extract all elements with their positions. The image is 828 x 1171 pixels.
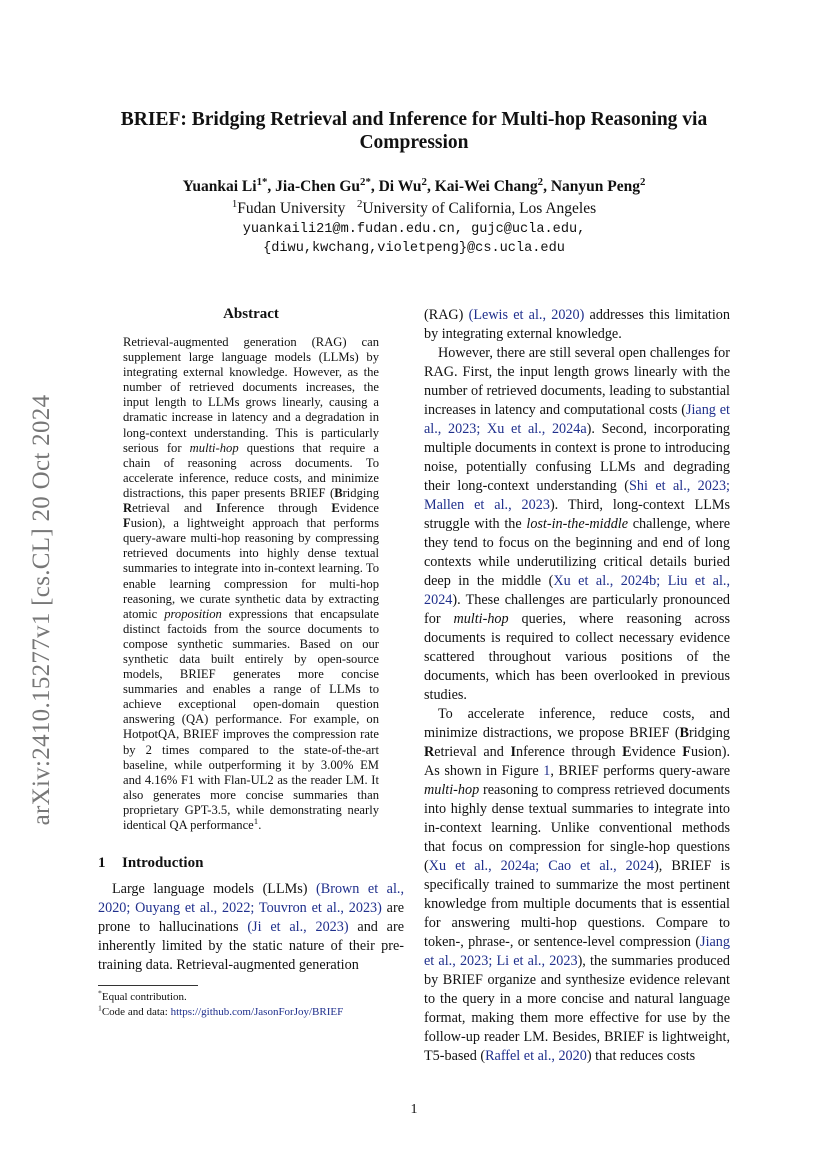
section-title: Introduction <box>122 855 204 872</box>
arxiv-identifier: arXiv:2410.15277v1 [cs.CL] 20 Oct 2024 <box>28 394 55 826</box>
citation-link[interactable]: Xu et al., 2024a; Cao et al., 2024 <box>428 858 655 874</box>
intro-paragraph-challenges: However, there are still several open challenges for RAG. First, the input length grows linearly with the number of retrieved documents, leading to substantial increases in latency and computational costs (Jiang et al., 2023; Xu et al., 2024a). Second, incorporating multiple documents in context is prone to introducing noise, potentially confusing LLMs and degrading their long-context understanding (Shi et al., 2023; Mallen et al., 2023). Third, long-context LLMs struggle with the lost-in-the-middle challenge, where they tend to focus on the beginning and end of long contexts while underutilizing critical details buried deep in the middle (Xu et al., 2024b; Liu et al., 2024). These challenges are particularly pronounced for multi-hop queries, where reasoning across documents is required to collect necessary evidence scattered throughout various positions of the documents, which has been overlooked in previous studies. <box>424 345 731 703</box>
intro-paragraph-proposal: To accelerate inference, reduce costs, and minimize distractions, we propose BRIEF (Bridging Retrieval and Inference through Evidence Fusion). As shown in Figure 1, BRIEF performs query-aware multi-hop reasoning to compress retrieved documents into highly dense textual summaries to integrate into in-context learning. Unlike conventional methods that focus on compression for single-hop questions (Xu et al., 2024a; Cao et al., 2024), BRIEF is specifically trained to summarize the most pertinent knowledge from multiple documents that is essential for answering multi-hop questions. Compare to token-, phrase-, or sentence-level compression (Jiang et al., 2023; Li et al., 2023), the summaries produced by BRIEF organize and synthesize evidence relevant to the query in a more concise and natural language format, making them more effective for use by the follow-up reader LM. Besides, BRIEF is lightweight, T5-based (Raffel et al., 2020) that reduces costs <box>424 706 731 1064</box>
intro-paragraph-left: Large language models (LLMs) (Brown et al., 2020; Ouyang et al., 2022; Touvron et al., 2023) are prone to hallucinations (Ji et al., 2023) and are inherently limited by the static nature of their pre-training data. Retrieval-augmented generation <box>98 881 405 974</box>
citation-link[interactable]: (Brown et al., 2020; Ouyang et al., 2022; Touvron et al., 2023) <box>98 881 404 917</box>
title-line-1: BRIEF: Bridging Retrieval and Inference for Multi-hop Reasoning via <box>120 109 708 130</box>
author-list: Yuankai $Li^{1*}$, Jia-Chen $Gu^{2*}$, Di Wu$^2$, Kai-Wei Chang$^2$, Nanyun Peng$^2$ <box>182 175 646 195</box>
title-line-2: Compression <box>359 132 469 153</box>
citation-link[interactable]: 1 <box>543 763 551 779</box>
author: Nanyun Peng$^2$ <box>550 175 646 195</box>
paper-title <box>100 108 728 154</box>
right-column <box>424 306 730 1066</box>
abstract-heading: Abstract <box>223 306 279 322</box>
arxiv-sidebar <box>22 365 62 855</box>
footnote: $^1$Code and data: https://github.com/JasonForJoy/BRIEF <box>98 1003 344 1019</box>
footnote: *Equal contribution. <box>98 988 187 1004</box>
email-line: {diwu,kwchang,violetpeng}@cs.ucla.edu <box>263 241 565 256</box>
page-number: 1 <box>410 1102 418 1117</box>
left-column <box>98 306 404 1020</box>
code-link[interactable]: https://github.com/JasonForJoy/BRIEF <box>170 1006 344 1019</box>
affiliation: Fudan University <box>237 200 346 217</box>
author-emails <box>80 220 748 258</box>
citation-link[interactable]: Xu et al., 2024b; Liu et al., 2024 <box>424 573 730 608</box>
author: Yuankai $Li^{1*}$ <box>182 175 268 195</box>
section-heading <box>98 855 404 872</box>
citation-link[interactable]: Jiang et al., 2023; Xu et al., 2024a <box>424 402 730 437</box>
intro-paragraph-continued: (RAG) (Lewis et al., 2020) addresses this limitation by integrating external knowledge. <box>424 307 730 342</box>
author: Kai-Wei Chang$^2$ <box>434 175 544 195</box>
affiliations: $^1$Fudan University $^2$University of California, Los Angeles <box>231 197 597 217</box>
citation-link[interactable]: Raffel et al., 2020 <box>485 1048 587 1064</box>
citation-link[interactable]: (Lewis et al., 2020) <box>468 307 585 323</box>
email-line: yuankaili21@m.fudan.edu.cn, gujc@ucla.edu, <box>242 222 586 237</box>
footnote-rule <box>98 985 198 986</box>
citation-link[interactable]: (Ji et al., 2023) <box>247 919 349 936</box>
author: Jia-Chen $Gu^{2*}$ <box>275 175 371 195</box>
citation-link[interactable]: Jiang et al., 2023; Li et al., 2023 <box>424 934 730 969</box>
section-number: 1 <box>98 855 106 872</box>
abstract-text: Retrieval-augmented generation (RAG) can supplement large language models (LLMs) by integrating external knowledge. However, as the number of retrieved documents increases, the input length to LLMs grows linearly, causing a dramatic increase in latency and a degradation in long-context understanding. This is particularly serious for multi-hop questions that require a chain of reasoning across documents. To accelerate inference, reduce costs, and minimize distractions, this paper presents BRIEF (Bridging Retrieval and Inference through Evidence Fusion), a lightweight approach that performs query-aware multi-hop reasoning by compressing retrieved documents into highly dense textual summaries to integrate into in-context learning. To enable learning compression for multi-hop reasoning, we curate synthetic data by extracting atomic proposition expressions that encapsulate distinct factoids from the source documents to compose synthetic summaries. Based on our synthetic data built entirely by open-source models, BRIEF generates more concise summaries and enables a range of LLMs to achieve exceptional open-domain question answering (QA) performance. For example, on HotpotQA, BRIEF improves the compression rate by 2 times compared to the state-of-the-art baseline, while outperforming it by 3.00% EM and 4.16% F1 with Flan-UL2 as the reader LM. It also generates more concise summaries than proprietary GPT-3.5, while demonstrating nearly identical QA performance$^1$. <box>123 335 379 832</box>
author: Di Wu$^2$ <box>378 175 427 195</box>
citation-link[interactable]: Shi et al., 2023; Mallen et al., 2023 <box>424 478 730 513</box>
affiliation: University of California, Los Angeles <box>362 200 597 217</box>
